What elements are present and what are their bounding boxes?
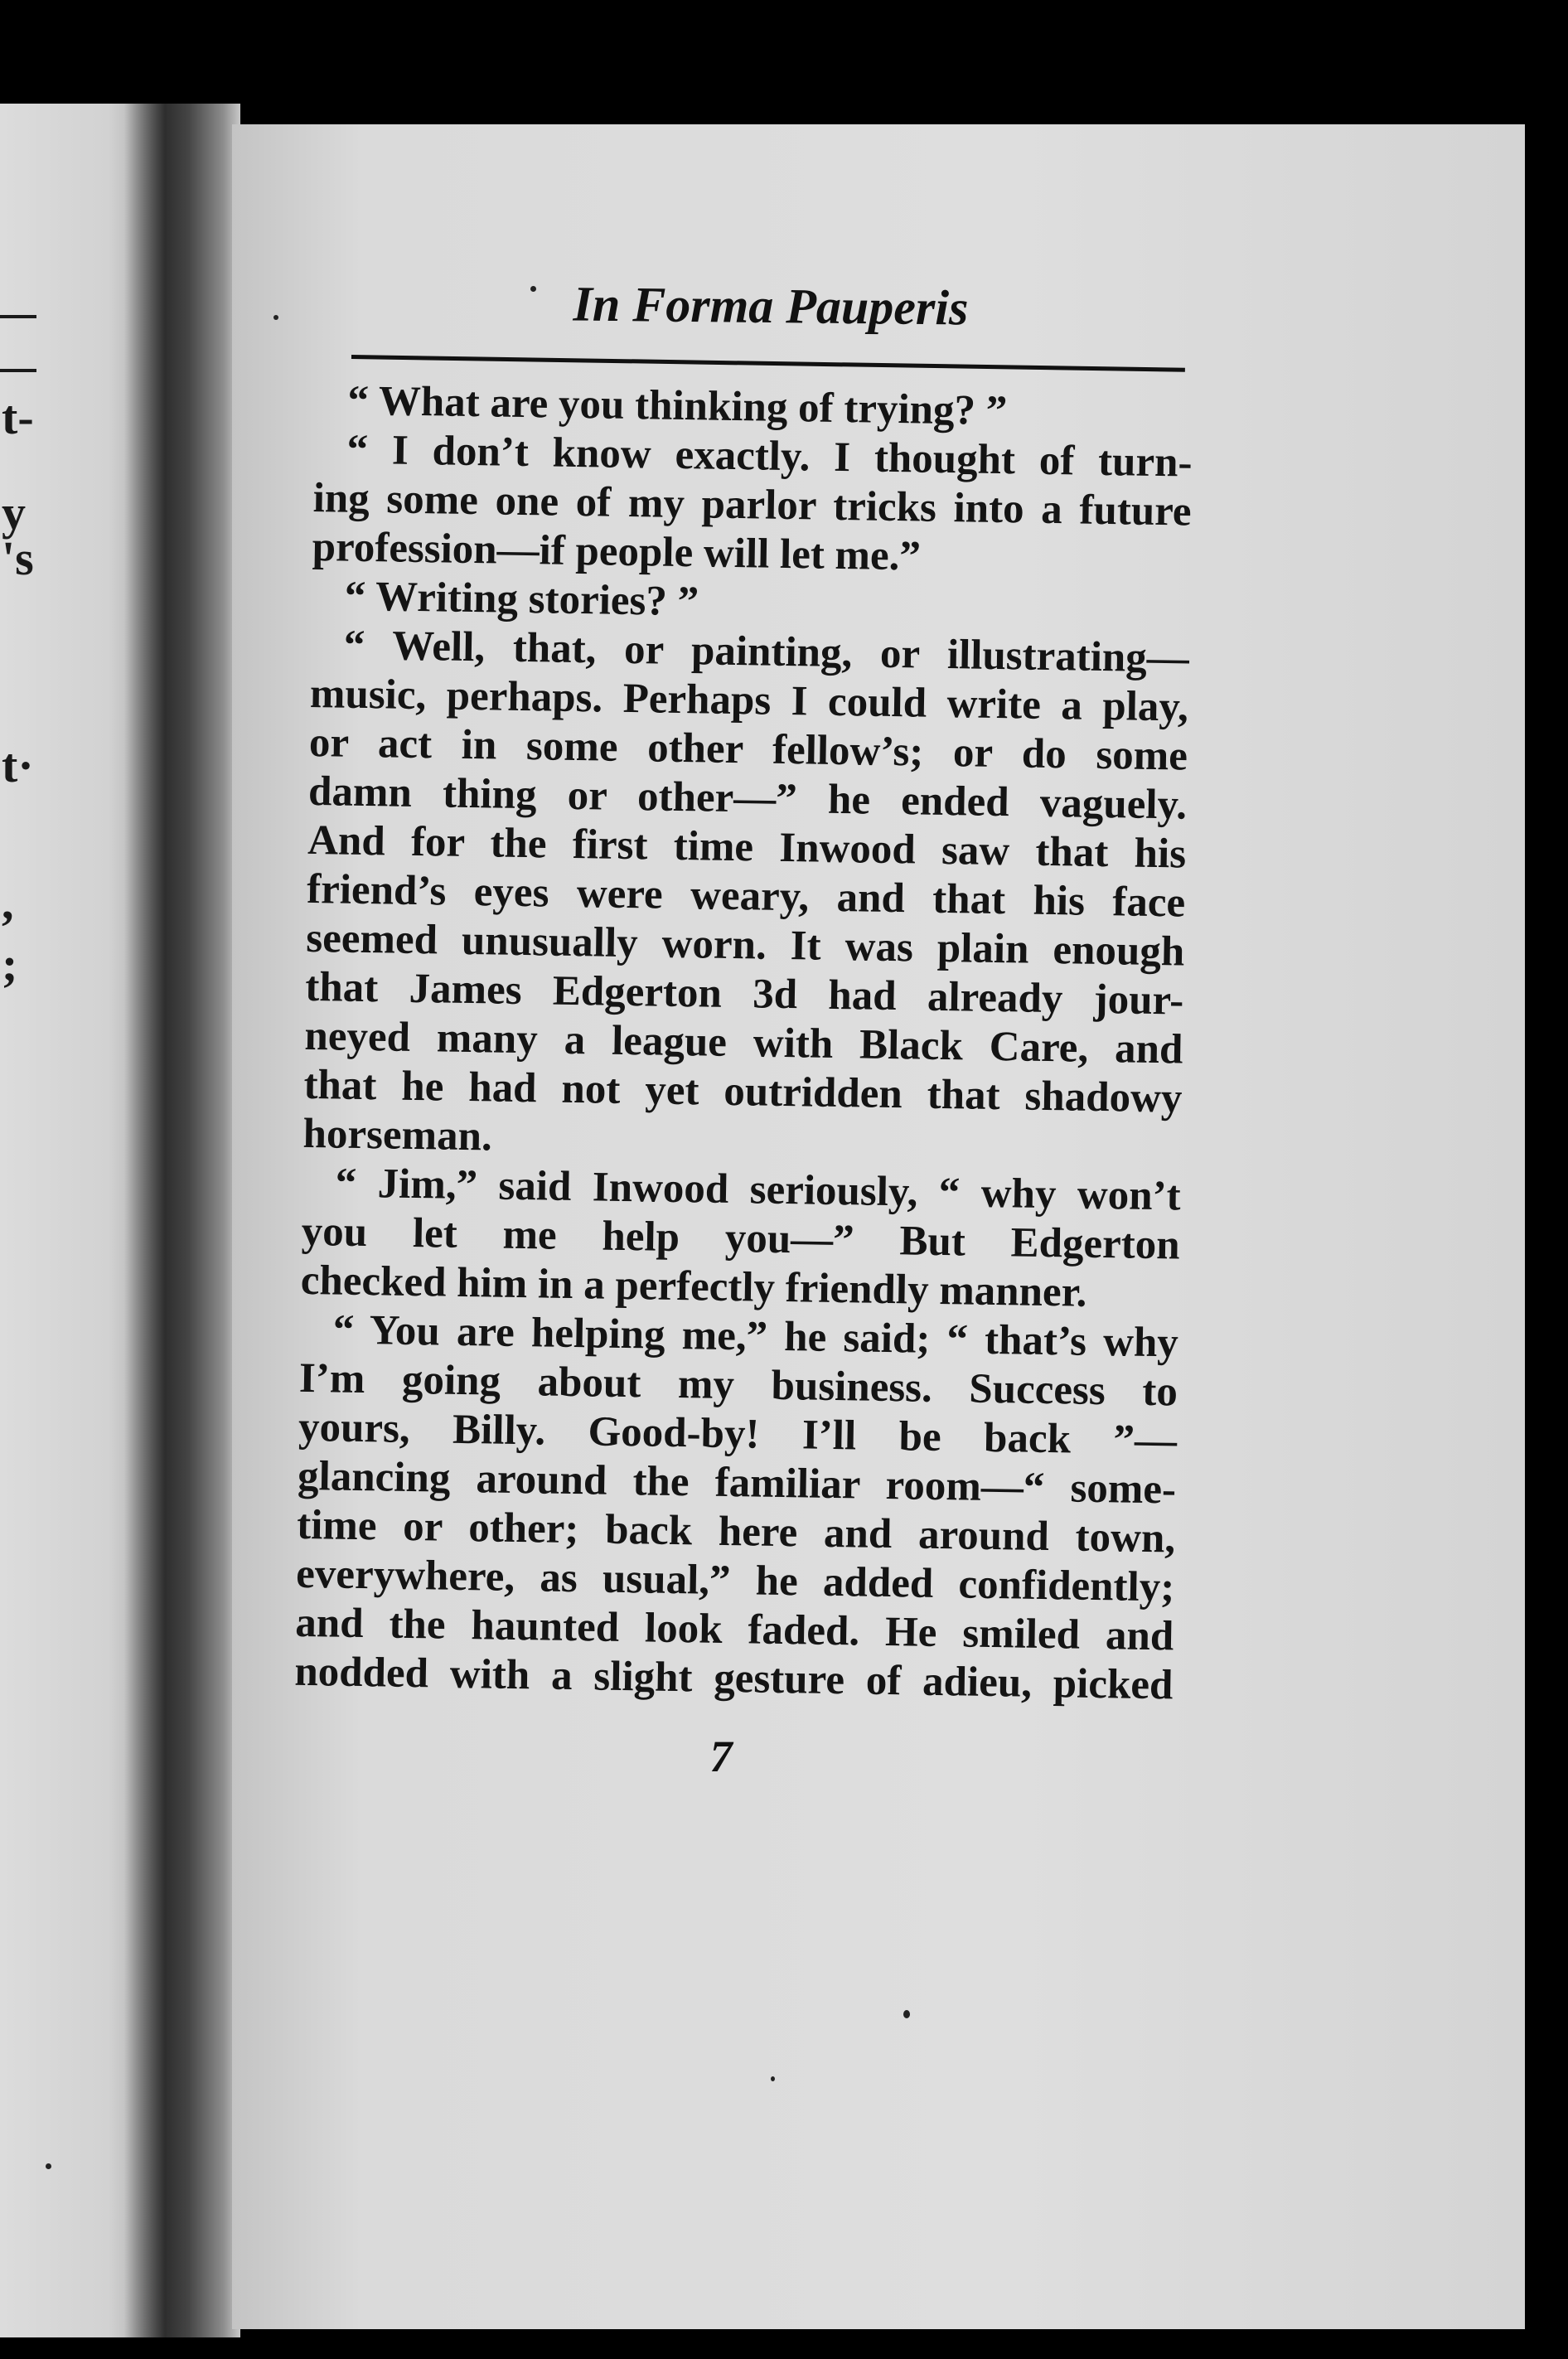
text-line: damn thing or other—” he ended vaguely. [307,768,1188,829]
text-line: everywhere, as usual,” he added confidently; [295,1550,1175,1611]
scan-speck [530,286,536,292]
text-line: “ You are helping me,” he said; “ that’s why [332,1306,1179,1367]
text-line: “ Well, that, or painting, or illustrating— [343,622,1190,682]
scan-speck [46,2163,51,2169]
left-page-fragment: , [2,875,14,929]
scan-speck [273,315,278,320]
scan-speck [771,2076,775,2081]
left-page-fragment: ; [2,937,18,991]
text-line: seemed unusually worn. It was plain enough [305,914,1185,976]
text-line: nodded with a slight gesture of adieu, picked [294,1648,1174,1709]
body-text [294,376,1193,1710]
left-page-rule [0,369,36,372]
text-line: profession—if people will let me.” [312,523,922,580]
text-line: and the haunted look faded. He smiled and [294,1599,1174,1660]
text-line: or act in some other fellow’s; or do some [308,719,1188,780]
text-line: you let me help you—” But Edgerton [301,1208,1181,1269]
text-line: that James Edgerton 3d had already jour- [304,963,1184,1024]
text-line: “ Jim,” said Inwood seriously, “ why won’t [335,1160,1182,1220]
text-line: neyed many a league with Black Care, and [304,1012,1183,1073]
left-page-fragment: 's [2,531,34,585]
text-line: music, perhaps. Perhaps I could write a play, [309,670,1189,731]
book-gutter-shadow [124,104,240,2337]
text-line: checked him in a perfectly friendly manner. [300,1257,1087,1316]
text-line: I’m going about my business. Success to [298,1354,1178,1416]
left-page-fragment: t· [2,739,34,792]
page-number: 7 [709,1732,733,1781]
scan-speck [903,2010,910,2018]
text-line: And for the first time Inwood saw that his [307,816,1187,878]
text-line: that he had not yet outridden that shadowy [303,1061,1183,1122]
text-line: ing some one of my parlor tricks into a future [312,474,1192,535]
text-line: yours, Billy. Good-by! I’ll be back ”— [298,1403,1178,1465]
text-line: friend’s eyes were weary, and that his face [306,865,1186,927]
text-line: glancing around the familiar room—“ some- [297,1452,1177,1514]
left-page-rule [0,315,36,318]
left-page-fragment: t- [2,390,34,444]
text-line: “ Writing stories? ” [344,573,699,626]
text-line: time or other; back here and around town, [296,1501,1176,1562]
text-line: horseman. [302,1110,493,1160]
text-line: “ I don’t know exactly. I thought of turn- [346,426,1193,487]
running-head: In Forma Pauperis [573,276,969,336]
left-page-fragment: y [2,486,26,540]
text-line: “ What are you thinking of trying? ” [347,377,1008,435]
